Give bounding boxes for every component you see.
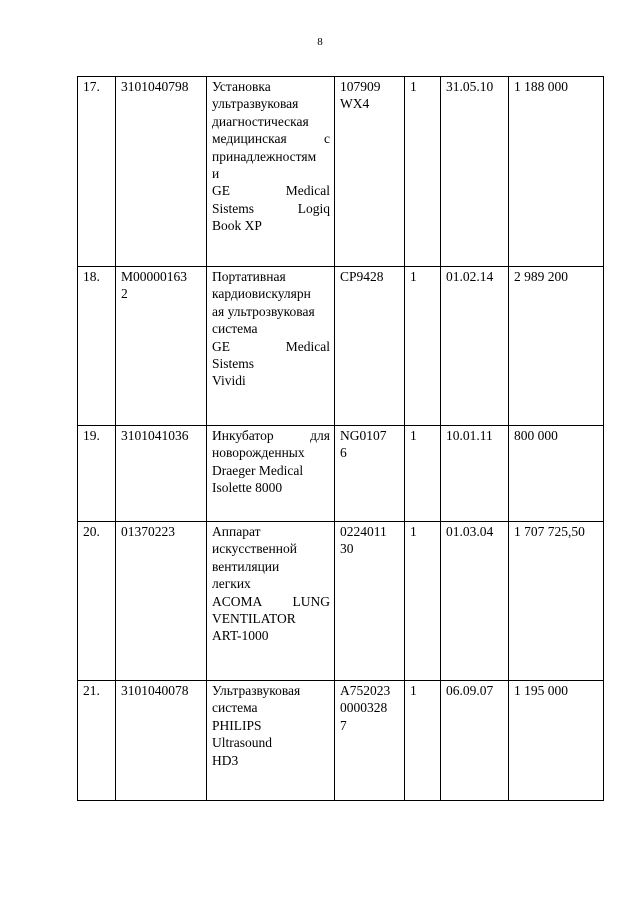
equipment-name <box>207 426 335 522</box>
serial-number <box>335 426 405 522</box>
equipment-name-line: ACOMA LUNG <box>212 593 330 609</box>
equipment-name-line: VENTILATOR <box>212 610 296 626</box>
table-row <box>78 77 604 267</box>
equipment-name-line: HD3 <box>212 752 239 768</box>
serial-number-line: WX4 <box>340 96 370 112</box>
quantity: 1 <box>405 426 441 522</box>
table-row <box>78 681 604 801</box>
row-number: 19. <box>78 426 116 522</box>
serial-number-line: 0224011 <box>340 524 387 539</box>
equipment-name-line: диагностическая <box>212 113 309 129</box>
row-number: 18. <box>78 267 116 426</box>
cost: 1 707 725,50 <box>509 522 604 681</box>
equipment-name-line: ая ультрозвуковая <box>212 303 315 319</box>
serial-number <box>335 681 405 801</box>
equipment-name-line: ART-1000 <box>212 628 269 644</box>
date: 31.05.10 <box>441 77 509 267</box>
serial-number-line: 7 <box>340 717 347 733</box>
equipment-name-line: принадлежностям <box>212 148 317 164</box>
equipment-name-line: Vividi <box>212 373 246 389</box>
serial-number-line: A752023 <box>340 683 391 698</box>
date: 01.03.04 <box>441 522 509 681</box>
row-number: 21. <box>78 681 116 801</box>
equipment-name-line: система <box>212 321 258 337</box>
equipment-name-line: Ultrasound <box>212 735 272 751</box>
inventory-code: 3101040078 <box>116 681 207 801</box>
serial-number <box>335 77 405 267</box>
quantity: 1 <box>405 522 441 681</box>
equipment-name-line: Аппарат <box>212 524 261 539</box>
date: 10.01.11 <box>441 426 509 522</box>
equipment-name-line: GE Medical <box>212 183 330 199</box>
table-row <box>78 267 604 426</box>
equipment-name-line: PHILIPS <box>212 717 262 733</box>
serial-number-line: NG0107 <box>340 428 387 443</box>
serial-number-line: 30 <box>340 541 354 557</box>
inventory-code: 01370223 <box>116 522 207 681</box>
equipment-name-line: новорожденных <box>212 445 305 461</box>
serial-number-line: 0000328 <box>340 700 388 716</box>
equipment-name-line: Book XP <box>212 218 262 234</box>
equipment-name <box>207 522 335 681</box>
serial-number-line: CP9428 <box>340 269 384 284</box>
equipment-name-line: Установка <box>212 79 271 94</box>
equipment-name-line: GE Medical <box>212 338 330 354</box>
inventory-code-line: 2 <box>121 286 128 302</box>
inventory-code <box>116 267 207 426</box>
equipment-name-line: Isolette 8000 <box>212 480 283 496</box>
equipment-name-line: медицинская с <box>212 131 330 147</box>
equipment-table <box>77 76 604 801</box>
equipment-name-line: Ультразвуковая <box>212 683 301 698</box>
equipment-name-line: Портативная <box>212 269 286 284</box>
cost: 2 989 200 <box>509 267 604 426</box>
equipment-name-line: ультразвуковая <box>212 96 299 112</box>
equipment-name-line: кардиовискулярн <box>212 286 311 302</box>
table-row <box>78 426 604 522</box>
equipment-name-line: система <box>212 700 258 716</box>
cost: 800 000 <box>509 426 604 522</box>
cost: 1 188 000 <box>509 77 604 267</box>
cost: 1 195 000 <box>509 681 604 801</box>
equipment-name-line: вентиляции <box>212 558 280 574</box>
equipment-name-line: и <box>212 165 220 181</box>
equipment-name-line: Sistems Logiq <box>212 200 330 216</box>
inventory-code: 3101040798 <box>116 77 207 267</box>
equipment-name-line: легких <box>212 576 251 592</box>
equipment-name <box>207 681 335 801</box>
serial-number <box>335 522 405 681</box>
equipment-name-line: Инкубатор для <box>212 428 330 443</box>
equipment-name-line: Draeger Medical <box>212 462 304 478</box>
row-number: 20. <box>78 522 116 681</box>
inventory-code-line: M00000163 <box>121 269 188 284</box>
inventory-code: 3101041036 <box>116 426 207 522</box>
quantity: 1 <box>405 267 441 426</box>
equipment-name-line: Sistems <box>212 355 255 371</box>
quantity: 1 <box>405 681 441 801</box>
date: 01.02.14 <box>441 267 509 426</box>
row-number: 17. <box>78 77 116 267</box>
table-row <box>78 522 604 681</box>
equipment-name <box>207 267 335 426</box>
serial-number-line: 6 <box>340 445 347 461</box>
equipment-name-line: искусственной <box>212 541 297 557</box>
date: 06.09.07 <box>441 681 509 801</box>
serial-number-line: 107909 <box>340 79 381 94</box>
page-number: 8 <box>317 36 323 48</box>
serial-number <box>335 267 405 426</box>
quantity: 1 <box>405 77 441 267</box>
equipment-name <box>207 77 335 267</box>
